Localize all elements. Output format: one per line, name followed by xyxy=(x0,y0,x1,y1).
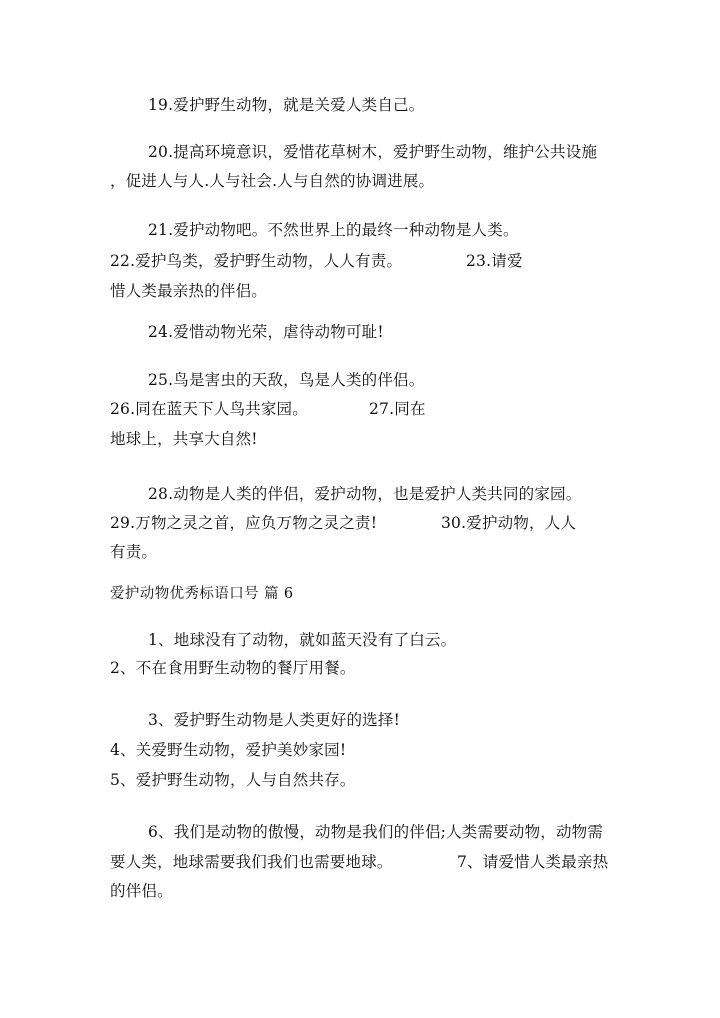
slogan-27: 27.同在 xyxy=(369,400,426,418)
slogan-7: 7、请爱惜人类最亲热 xyxy=(457,853,609,871)
slogan-5: 5、爱护野生动物，人与自然共存。 xyxy=(110,771,356,789)
slogan-24: 24.爱惜动物光荣，虐待动物可耻! xyxy=(148,323,384,341)
slogan-22: 22.爱护鸟类，爱护野生动物，人人有责。 xyxy=(110,252,403,270)
slogan-19: 19.爱护野生动物，就是关爱人类自己。 xyxy=(148,96,425,114)
slogan-30: 30.爱护动物，人人 xyxy=(441,514,577,532)
slogan-21: 21.爱护动物吧。不然世界上的最终一种动物是人类。 xyxy=(148,221,519,239)
slogan-20: 20.提高环境意识，爱惜花草树木，爱护野生动物，维护公共设施 xyxy=(148,143,598,161)
slogan-3: 3、爱护野生动物是人类更好的选择! xyxy=(148,711,400,729)
slogan-6: 6、我们是动物的傲慢，动物是我们的伴侣;人类需要动物，动物需 xyxy=(148,823,604,841)
slogan-6-continued: 要人类，地球需要我们我们也需要地球。 xyxy=(110,853,393,871)
slogan-25: 25.鸟是害虫的天敌，鸟是人类的伴侣。 xyxy=(148,371,425,389)
slogan-23: 23.请爱 xyxy=(466,252,523,270)
slogan-20-continued: ，促进人与人.人与社会.人与自然的协调进展。 xyxy=(110,172,435,190)
slogan-7-continued: 的伴侣。 xyxy=(110,882,173,900)
slogan-23-continued: 惜人类最亲热的伴侣。 xyxy=(110,282,268,300)
section-heading: 爱护动物优秀标语口号 篇 6 xyxy=(110,586,294,602)
slogan-2: 2、不在食用野生动物的餐厅用餐。 xyxy=(110,659,356,677)
slogan-1: 1、地球没有了动物，就如蓝天没有了白云。 xyxy=(148,631,457,649)
slogan-26: 26.同在蓝天下人鸟共家园。 xyxy=(110,400,308,418)
slogan-28: 28.动物是人类的伴侣，爱护动物，也是爱护人类共同的家园。 xyxy=(148,485,582,503)
slogan-30-continued: 有责。 xyxy=(110,543,158,561)
slogan-29: 29.万物之灵之首，应负万物之灵之责! xyxy=(110,514,378,532)
slogan-27-continued: 地球上，共享大自然! xyxy=(110,430,258,448)
slogan-4: 4、关爱野生动物，爱护美妙家园! xyxy=(110,741,347,759)
